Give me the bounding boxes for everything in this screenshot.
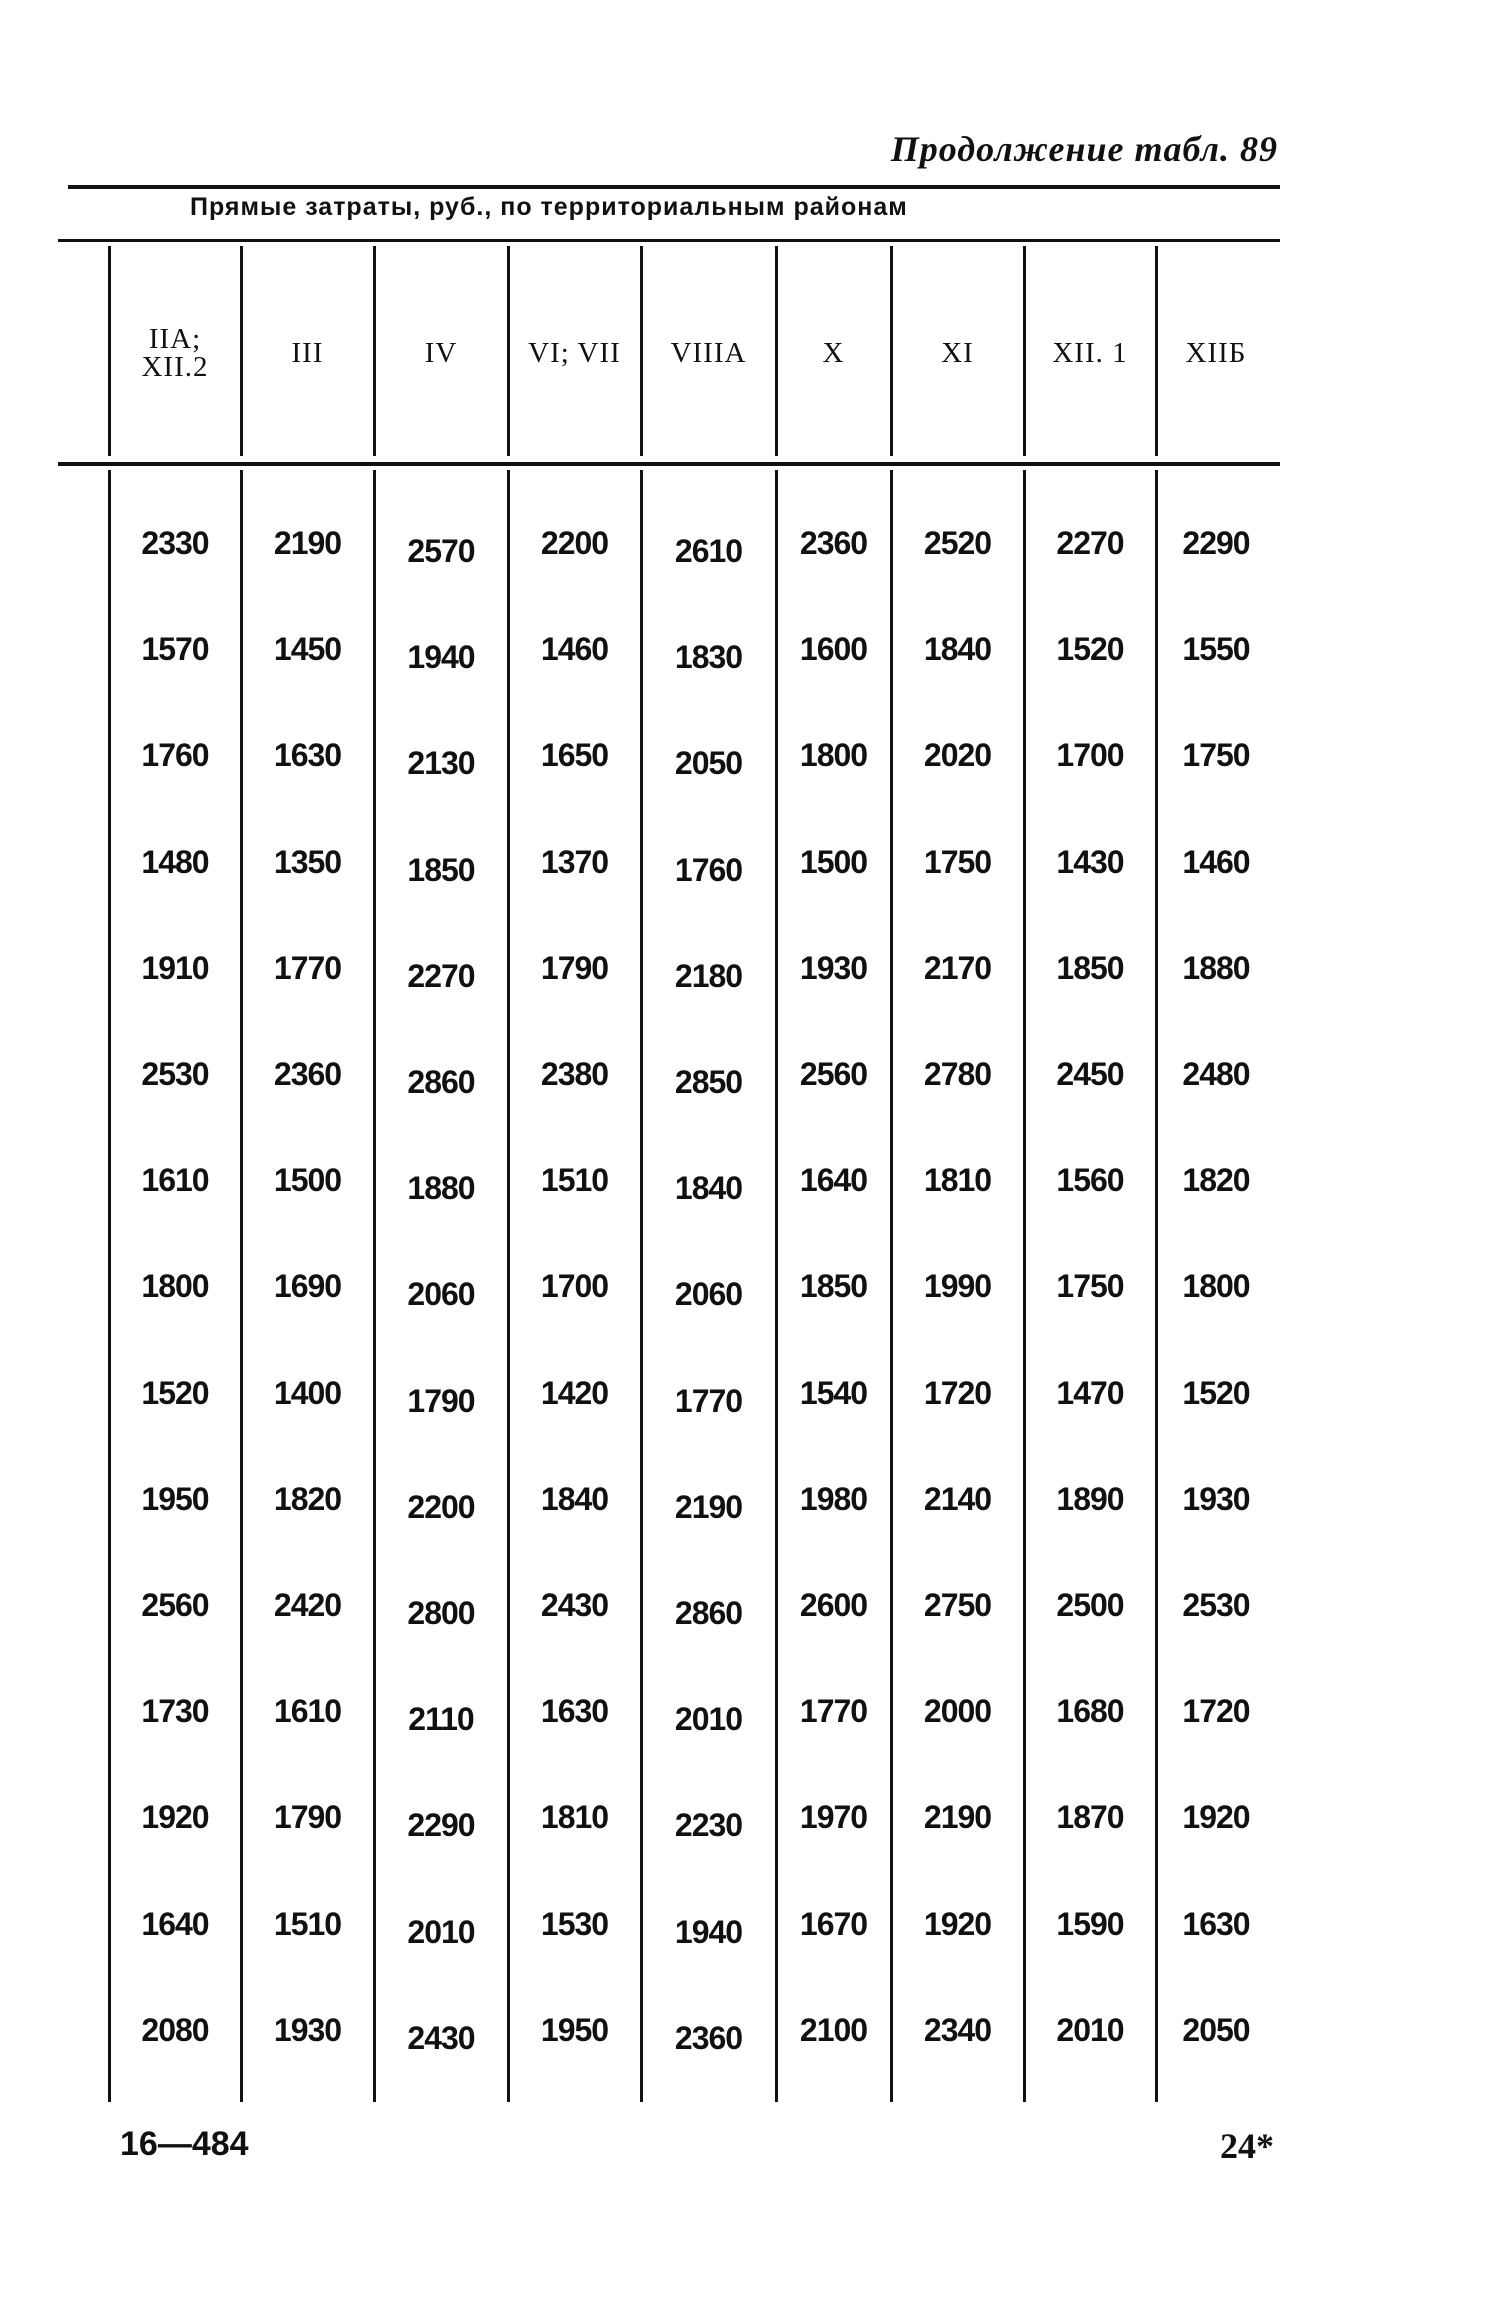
- column-header: [894, 245, 1021, 460]
- table-cell: 2270: [407, 957, 475, 994]
- table-cell: 2290: [1182, 524, 1250, 561]
- table-cell: 2380: [540, 1055, 609, 1092]
- table-cell: 1630: [1182, 1905, 1250, 1942]
- table-cell: 1590: [1056, 1905, 1124, 1942]
- table-cell: 1670: [799, 1905, 868, 1942]
- table-cell: 2290: [407, 1806, 475, 1843]
- table-cell: 2570: [407, 532, 475, 569]
- table-cell: 2050: [1182, 2011, 1250, 2048]
- table-cell: 2270: [1056, 524, 1124, 561]
- table-cell: 1870: [1056, 1798, 1124, 1835]
- table-cell: 2610: [674, 532, 743, 569]
- body-column-rule: [775, 470, 778, 2102]
- table-cell: 1630: [273, 736, 342, 773]
- body-column-rule: [373, 470, 376, 2102]
- table-cell: 1500: [799, 843, 868, 880]
- table-cell: 1680: [1056, 1692, 1124, 1729]
- table-cell: 2230: [674, 1806, 743, 1843]
- table-cell: 1430: [1056, 843, 1124, 880]
- table-cell: 1540: [799, 1374, 868, 1411]
- table-cell: 2200: [407, 1488, 475, 1525]
- table-cell: 2140: [923, 1480, 992, 1517]
- header-top-rule: [58, 239, 1280, 242]
- table-cell: 1560: [1056, 1161, 1124, 1198]
- table-cell: 1350: [273, 843, 342, 880]
- table-cell: 1920: [923, 1905, 992, 1942]
- table-cell: 1770: [273, 949, 342, 986]
- table-cell: 1990: [923, 1267, 992, 1304]
- table-cell: 1640: [141, 1905, 209, 1942]
- table-cell: 1600: [799, 630, 868, 667]
- table-cell: 2020: [923, 736, 992, 773]
- header-column-rule: [240, 246, 243, 456]
- table-cell: 1810: [540, 1798, 609, 1835]
- table-cell: 1810: [923, 1161, 992, 1198]
- table-cell: 2190: [674, 1488, 743, 1525]
- table-cell: 1750: [1056, 1267, 1124, 1304]
- table-cell: 2430: [540, 1586, 609, 1623]
- table-cell: 1790: [407, 1382, 475, 1419]
- column-header: [779, 245, 888, 460]
- table-cell: 1460: [1182, 843, 1250, 880]
- table-cell: 1930: [1182, 1480, 1250, 1517]
- table-cell: 1850: [1056, 949, 1124, 986]
- table-cell: 1730: [141, 1692, 209, 1729]
- table-cell: 2110: [408, 1700, 474, 1737]
- table-cell: 1940: [674, 1913, 743, 1950]
- table-cell: 2180: [674, 957, 743, 994]
- table-cell: 2190: [273, 524, 342, 561]
- table-cell: 1520: [1056, 630, 1124, 667]
- column-header-line: XI: [941, 336, 974, 369]
- table-cell: 1640: [799, 1161, 868, 1198]
- table-cell: 1760: [674, 851, 743, 888]
- table-cell: 2340: [923, 2011, 992, 2048]
- table-cell: 2010: [674, 1700, 743, 1737]
- table-cell: 1610: [273, 1692, 342, 1729]
- table-cell: 1570: [141, 630, 209, 667]
- table-cell: 1850: [799, 1267, 868, 1304]
- table-cell: 2860: [407, 1063, 475, 1100]
- table-cell: 2850: [674, 1063, 743, 1100]
- body-column-rule: [240, 470, 243, 2102]
- table-cell: 1690: [273, 1267, 342, 1304]
- column-header: [644, 245, 773, 460]
- table-cell: 1450: [273, 630, 342, 667]
- table-cell: 1470: [1056, 1374, 1124, 1411]
- table-cell: 1920: [141, 1798, 209, 1835]
- table-cell: 2480: [1182, 1055, 1250, 1092]
- table-cell: 1840: [923, 630, 992, 667]
- table-cell: 2780: [923, 1055, 992, 1092]
- table-cell: 2170: [923, 949, 992, 986]
- table-cell: 2360: [273, 1055, 342, 1092]
- table-cell: 2060: [674, 1275, 743, 1312]
- table-cell: 2450: [1056, 1055, 1124, 1092]
- table-cell: 1520: [1182, 1374, 1250, 1411]
- column-header-line: XII. 1: [1052, 336, 1128, 369]
- table-cell: 1510: [273, 1905, 342, 1942]
- table-cell: 1820: [273, 1480, 342, 1517]
- header-column-rule: [373, 246, 376, 456]
- table-cell: 1880: [407, 1169, 475, 1206]
- top-rule: [68, 185, 1280, 189]
- column-header: [1027, 245, 1153, 460]
- column-header-line: VIIIA: [670, 336, 747, 369]
- body-column-rule: [507, 470, 510, 2102]
- table-cell: 2000: [923, 1692, 992, 1729]
- table-cell: 2420: [273, 1586, 342, 1623]
- column-header-line: XII.2: [141, 350, 209, 383]
- table-cell: 1800: [1182, 1267, 1250, 1304]
- table-cell: 1930: [273, 2011, 342, 2048]
- table-cell: 1700: [1056, 736, 1124, 773]
- table-cell: 2750: [923, 1586, 992, 1623]
- table-cell: 2600: [799, 1586, 868, 1623]
- table-cell: 2520: [923, 524, 992, 561]
- table-cell: 1800: [141, 1267, 209, 1304]
- body-column-rule: [890, 470, 893, 2102]
- table-cell: 2060: [407, 1275, 475, 1312]
- table-cell: 2010: [407, 1913, 475, 1950]
- page-number: 24*: [1220, 2126, 1274, 2166]
- column-header: [377, 245, 505, 460]
- table-cell: 1830: [674, 638, 743, 675]
- table-cell: 2190: [923, 1798, 992, 1835]
- table-cell: 1480: [141, 843, 209, 880]
- table-cell: 2080: [141, 2011, 209, 2048]
- header-column-rule: [1023, 246, 1026, 456]
- table-cell: 1630: [540, 1692, 609, 1729]
- table-cell: 2200: [540, 524, 609, 561]
- table-cell: 2100: [799, 2011, 868, 2048]
- column-header-line: IV: [424, 336, 458, 369]
- table-cell: 1700: [540, 1267, 609, 1304]
- table-cell: 2500: [1056, 1586, 1124, 1623]
- table-cell: 1790: [273, 1798, 342, 1835]
- table-cell: 1760: [141, 736, 209, 773]
- table-cell: 2560: [799, 1055, 868, 1092]
- table-cell: 1370: [540, 843, 609, 880]
- body-column-rule: [1023, 470, 1026, 2102]
- page-signature: 16—484: [120, 2125, 249, 2163]
- table-cell: 1840: [674, 1169, 743, 1206]
- table-cell: 2010: [1056, 2011, 1124, 2048]
- table-cell: 1820: [1182, 1161, 1250, 1198]
- table-cell: 1880: [1182, 949, 1250, 986]
- header-bottom-rule: [58, 462, 1280, 466]
- table-cell: 1400: [273, 1374, 342, 1411]
- column-header: [1159, 245, 1273, 460]
- column-header: [511, 245, 638, 460]
- table-cell: 1750: [923, 843, 992, 880]
- table-cell: 1890: [1056, 1480, 1124, 1517]
- table-cell: 1980: [799, 1480, 868, 1517]
- body-column-rule: [108, 470, 111, 2102]
- table-cell: 1920: [1182, 1798, 1250, 1835]
- table-cell: 2330: [141, 524, 209, 561]
- column-header: [112, 245, 238, 460]
- table-cell: 1930: [799, 949, 868, 986]
- table-cell: 1910: [141, 949, 209, 986]
- table-cell: 1460: [540, 630, 609, 667]
- column-header-line: VI; VII: [528, 336, 621, 369]
- table-cell: 1970: [799, 1798, 868, 1835]
- table-cell: 1650: [540, 736, 609, 773]
- header-column-rule: [775, 246, 778, 456]
- table-cell: 1800: [799, 736, 868, 773]
- header-column-rule: [640, 246, 643, 456]
- table-cell: 1850: [407, 851, 475, 888]
- table-cell: 2860: [674, 1594, 743, 1631]
- table-cell: 1940: [407, 638, 475, 675]
- table-cell: 1770: [799, 1692, 868, 1729]
- table-cell: 2360: [674, 2019, 743, 2056]
- table-cell: 1790: [540, 949, 609, 986]
- column-header-line: X: [822, 336, 845, 369]
- table-cell: 1610: [141, 1161, 209, 1198]
- body-column-rule: [1155, 470, 1158, 2102]
- table-cell: 2430: [407, 2019, 475, 2056]
- body-column-rule: [640, 470, 643, 2102]
- table-cell: 2050: [674, 744, 743, 781]
- table-cell: 2360: [799, 524, 868, 561]
- table-cell: 1530: [540, 1905, 609, 1942]
- table-caption: Продолжение табл. 89: [890, 129, 1278, 169]
- column-header: [244, 245, 371, 460]
- header-column-rule: [108, 246, 111, 456]
- column-header-line: IIA;: [148, 322, 202, 355]
- header-column-rule: [1155, 246, 1158, 456]
- column-header-line: XIIБ: [1185, 336, 1247, 369]
- table-cell: 1720: [923, 1374, 992, 1411]
- table-cell: 1550: [1182, 630, 1250, 667]
- table-cell: 1520: [141, 1374, 209, 1411]
- table-cell: 2530: [141, 1055, 209, 1092]
- table-cell: 1750: [1182, 736, 1250, 773]
- table-cell: 1510: [540, 1161, 609, 1198]
- table-cell: 1770: [674, 1382, 743, 1419]
- table-cell: 2560: [141, 1586, 209, 1623]
- column-header-line: III: [291, 336, 324, 369]
- table-cell: 2800: [407, 1594, 475, 1631]
- table-cell: 1420: [540, 1374, 609, 1411]
- table-cell: 2130: [407, 744, 475, 781]
- table-cell: 1840: [540, 1480, 609, 1517]
- table-cell: 1500: [273, 1161, 342, 1198]
- header-column-rule: [507, 246, 510, 456]
- table-cell: 2530: [1182, 1586, 1250, 1623]
- supertitle: Прямые затраты, руб., по территориальным районам: [190, 193, 908, 221]
- header-column-rule: [890, 246, 893, 456]
- table-cell: 1720: [1182, 1692, 1250, 1729]
- table-cell: 1950: [141, 1480, 209, 1517]
- table-cell: 1950: [540, 2011, 609, 2048]
